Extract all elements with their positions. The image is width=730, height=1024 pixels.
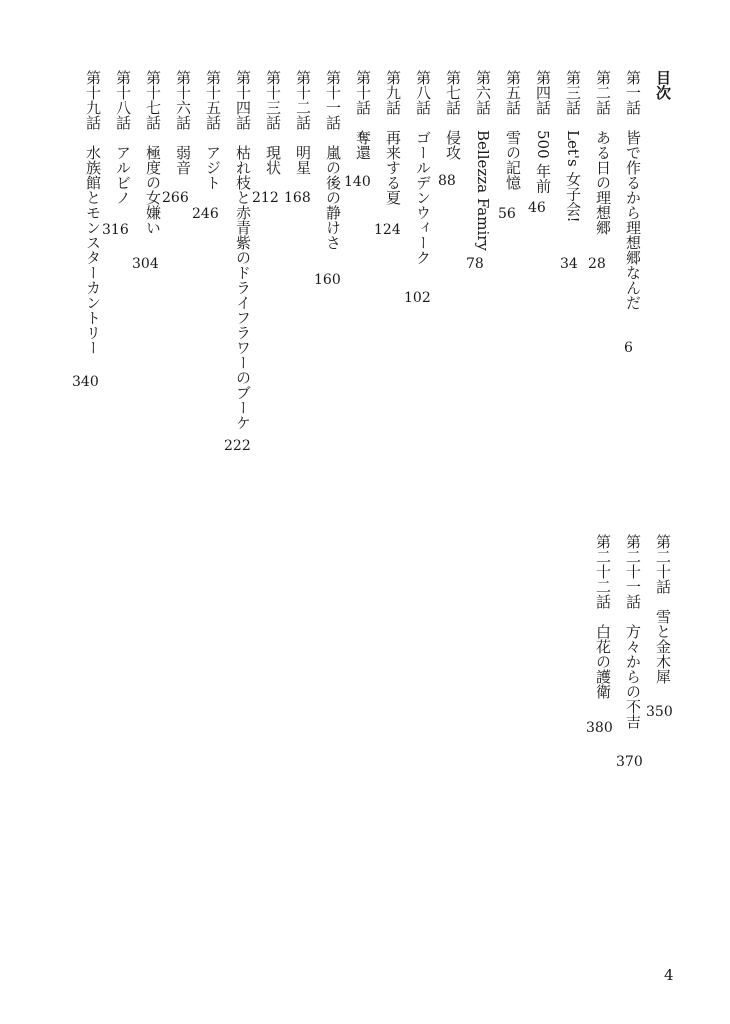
toc-entry[interactable] <box>504 70 522 190</box>
chapter-title: 現状 <box>264 145 282 175</box>
page-ref: 168 <box>284 190 311 206</box>
chapter-label: 第十一話 <box>324 70 342 130</box>
page-ref: 246 <box>192 206 219 222</box>
page-number: 4 <box>664 966 674 984</box>
chapter-label: 第十四話 <box>234 70 252 130</box>
toc-entry[interactable] <box>654 534 672 684</box>
chapter-title: Let's 女子会! <box>564 130 582 223</box>
page-ref: 78 <box>466 256 484 272</box>
page-ref: 6 <box>624 340 633 356</box>
page-ref: 340 <box>72 374 99 390</box>
toc-heading: 目次 <box>654 70 672 100</box>
chapter-label: 第二十二話 <box>594 534 612 609</box>
chapter-label: 第二十話 <box>654 534 672 594</box>
toc-entry[interactable] <box>474 70 492 251</box>
page-ref: 46 <box>528 200 546 216</box>
chapter-title: 方々からの不吉 <box>624 624 642 729</box>
chapter-label: 第十話 <box>354 70 372 115</box>
chapter-label: 第三話 <box>564 70 582 115</box>
chapter-title: 明星 <box>294 145 312 175</box>
page-ref: 370 <box>616 754 643 770</box>
toc-entry[interactable] <box>204 70 222 190</box>
page-ref: 34 <box>560 256 578 272</box>
chapter-label: 第二十一話 <box>624 534 642 609</box>
page-ref: 304 <box>132 256 159 272</box>
chapter-label: 第六話 <box>474 70 492 115</box>
chapter-title: Bellezza Famiry <box>474 130 492 251</box>
page-ref: 88 <box>438 173 456 189</box>
chapter-label: 第二話 <box>594 70 612 115</box>
toc-entry[interactable] <box>594 534 612 699</box>
toc-entry[interactable] <box>594 70 612 235</box>
chapter-title: アジト <box>204 145 222 190</box>
toc-entry[interactable] <box>144 70 162 235</box>
page-ref: 212 <box>252 190 279 206</box>
chapter-title: 極度の女嫌い <box>144 145 162 235</box>
toc-entry[interactable] <box>624 70 642 310</box>
chapter-title: 500 年前 <box>534 130 552 194</box>
toc-entry[interactable] <box>354 70 372 160</box>
chapter-label: 第十五話 <box>204 70 222 130</box>
toc-entry[interactable] <box>234 70 252 430</box>
page-ref: 140 <box>344 174 371 190</box>
chapter-title: ゴールデンウィーク <box>414 130 432 265</box>
page-ref: 28 <box>588 256 606 272</box>
chapter-title: 皆で作るから理想郷なんだ <box>624 130 642 310</box>
chapter-label: 第十六話 <box>174 70 192 130</box>
chapter-title: 弱音 <box>174 145 192 175</box>
page-ref: 222 <box>224 438 251 454</box>
toc-entry[interactable] <box>264 70 282 175</box>
chapter-label: 第九話 <box>384 70 402 115</box>
chapter-title: 雪と金木犀 <box>654 609 672 684</box>
toc-entry[interactable] <box>114 70 132 205</box>
toc-entry[interactable] <box>444 70 462 160</box>
chapter-label: 第十二話 <box>294 70 312 130</box>
toc-entry[interactable] <box>84 70 102 355</box>
chapter-label: 第十八話 <box>114 70 132 130</box>
page-ref: 316 <box>102 222 129 238</box>
page-ref: 380 <box>586 720 613 736</box>
chapter-label: 第五話 <box>504 70 522 115</box>
toc-entry[interactable] <box>414 70 432 265</box>
toc-entry[interactable] <box>174 70 192 175</box>
page-ref: 56 <box>498 206 516 222</box>
chapter-title: 枯れ枝と赤青紫のドライフラワーのブーケ <box>234 145 252 430</box>
chapter-title: 再来する夏 <box>384 130 402 205</box>
chapter-label: 第十七話 <box>144 70 162 130</box>
chapter-label: 第十三話 <box>264 70 282 130</box>
page-ref: 266 <box>162 190 189 206</box>
page-ref: 102 <box>404 290 431 306</box>
chapter-title: ある日の理想郷 <box>594 130 612 235</box>
toc-entry[interactable] <box>624 534 642 729</box>
chapter-title: 嵐の後の静けさ <box>324 145 342 250</box>
toc-entry[interactable] <box>534 70 552 193</box>
chapter-title: 白花の護衛 <box>594 624 612 699</box>
chapter-title: 侵攻 <box>444 130 462 160</box>
chapter-title: 奪還 <box>354 130 372 160</box>
chapter-title: 雪の記憶 <box>504 130 522 190</box>
chapter-title: アルビノ <box>114 145 132 205</box>
toc-entry[interactable] <box>324 70 342 250</box>
chapter-label: 第四話 <box>534 70 552 115</box>
chapter-title: 水族館とモンスターカントリー <box>84 145 102 355</box>
page-ref: 350 <box>646 704 673 720</box>
toc-entry[interactable] <box>294 70 312 175</box>
page-ref: 124 <box>374 222 401 238</box>
page-ref: 160 <box>314 272 341 288</box>
toc-entry[interactable] <box>384 70 402 205</box>
chapter-label: 第一話 <box>624 70 642 115</box>
chapter-label: 第十九話 <box>84 70 102 130</box>
chapter-label: 第七話 <box>444 70 462 115</box>
toc-entry[interactable] <box>564 70 582 222</box>
chapter-label: 第八話 <box>414 70 432 115</box>
